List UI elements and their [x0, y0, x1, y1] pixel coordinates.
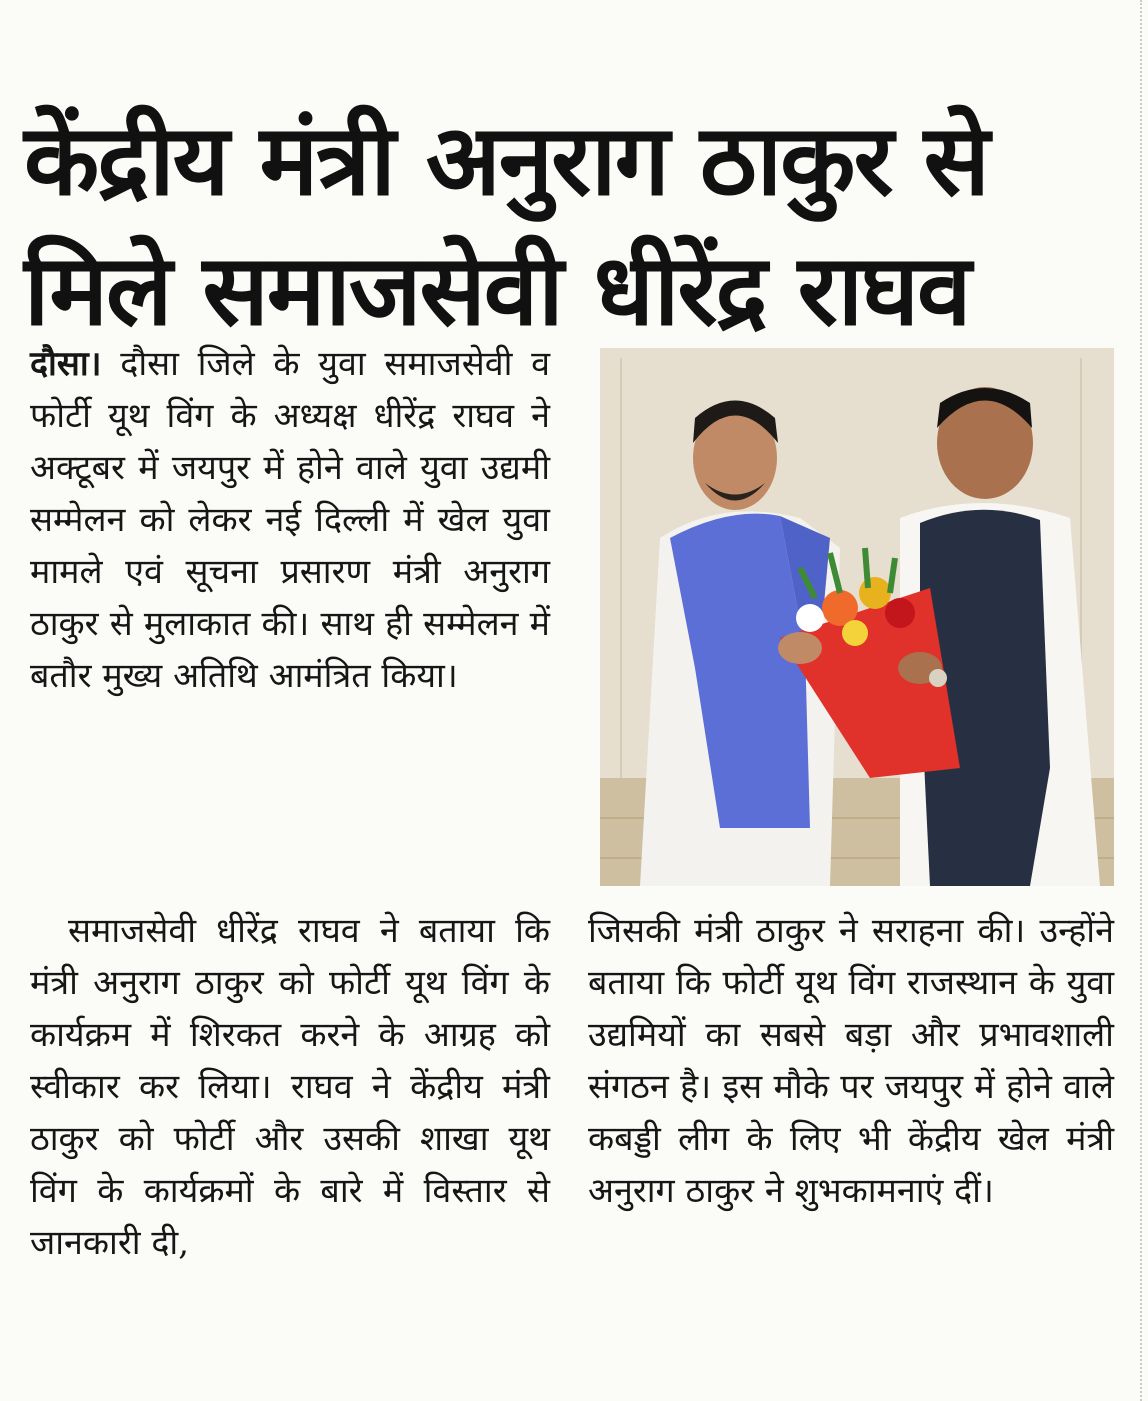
article-paragraph-1 — [30, 338, 550, 702]
photo-illustration — [600, 348, 1114, 886]
article-column-left-top — [30, 338, 550, 702]
article-paragraph-2: समाजसेवी धीरेंद्र राघव ने बताया कि मंत्री अनुराग ठाकुर को फोर्टी यूथ विंग के कार्यक्रम में शिरकत करने के आग्रह को स्वीकार कर लिया। राघव ने केंद्रीय मंत्री ठाकुर को फोर्टी और उसकी शाखा यूथ विंग के कार्यक्रमों के बारे में विस्तार से जानकारी दी, — [30, 911, 550, 1263]
paragraph-1-text: दौसा जिले के युवा समाजसेवी व फोर्टी यूथ विंग के अध्यक्ष धीरेंद्र राघव ने अक्टूबर में जयपुर में होने वाले युवा उद्यमी सम्मेलन को लेकर नई दिल्ली में खेल युवा मामले एवं सूचना प्रसारण मंत्री अनुराग ठाकुर से मुलाकात की। साथ ही सम्मेलन में बतौर मुख्य अतिथि आमंत्रित किया। — [30, 344, 551, 696]
news-photo — [600, 348, 1114, 886]
article-column-left-bottom — [30, 905, 550, 1269]
dateline: दौसा। — [30, 344, 102, 384]
article-paragraph-3: जिसकी मंत्री ठाकुर ने सराहना की। उन्होंने बताया कि फोर्टी यूथ विंग राजस्थान के युवा उद्यमियों का सबसे बड़ा और प्रभावशाली संगठन है। इस मौके पर जयपुर में होने वाले कबड्डी लीग के लिए भी केंद्रीय खेल मंत्री अनुराग ठाकुर ने शुभकामनाएं दीं। — [588, 911, 1114, 1211]
headline — [24, 96, 1124, 356]
headline-line-2: मिले समाजसेवी धीरेंद्र राघव — [24, 233, 970, 348]
clipping-edge — [1140, 0, 1148, 1401]
article-column-right-bottom — [588, 905, 1114, 1217]
headline-line-1: केंद्रीय मंत्री अनुराग ठाकुर से — [24, 103, 988, 218]
